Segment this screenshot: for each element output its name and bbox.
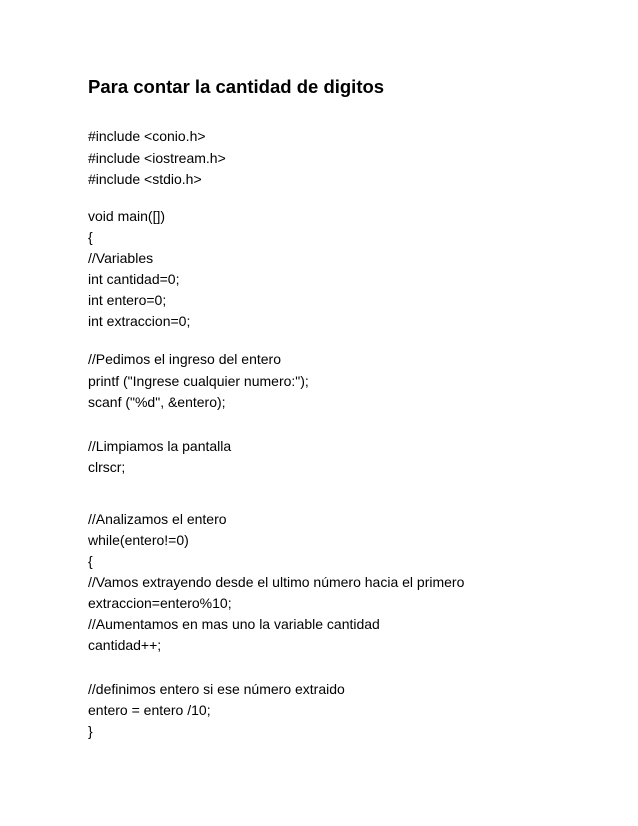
code-line: entero = entero /10; [88, 702, 211, 718]
code-line: clrscr; [88, 459, 126, 475]
code-line: //definimos entero si ese número extraido [88, 681, 345, 697]
code-line: printf ("Ingrese cualquier numero:"); [88, 373, 309, 389]
code-line: //Limpiamos la pantalla [88, 438, 232, 454]
code-line: void main([]) [88, 208, 166, 224]
code-line: { [88, 553, 93, 569]
code-line: scanf ("%d", &entero); [88, 394, 226, 410]
code-line: //Vamos extrayendo desde el ultimo número hacia el primero [88, 574, 465, 590]
code-line: } [88, 723, 93, 739]
code-line: #include <conio.h> [88, 128, 206, 144]
code-line: //Analizamos el entero [88, 511, 227, 527]
code-line: #include <stdio.h> [88, 171, 202, 187]
code-line: //Pedimos el ingreso del entero [88, 351, 281, 367]
code-line: { [88, 229, 93, 245]
code-line: while(entero!=0) [88, 532, 189, 548]
code-line: int entero=0; [88, 292, 167, 308]
code-line: extraccion=entero%10; [88, 595, 232, 611]
code-line: cantidad++; [88, 637, 162, 653]
code-line: int cantidad=0; [88, 271, 180, 287]
code-line: #include <iostream.h> [88, 150, 226, 166]
code-line: int extraccion=0; [88, 313, 191, 329]
code-line: //Aumentamos en mas uno la variable cantidad [88, 616, 380, 632]
document-title: Para contar la cantidad de digitos [88, 76, 385, 97]
code-line: //Variables [88, 250, 154, 266]
